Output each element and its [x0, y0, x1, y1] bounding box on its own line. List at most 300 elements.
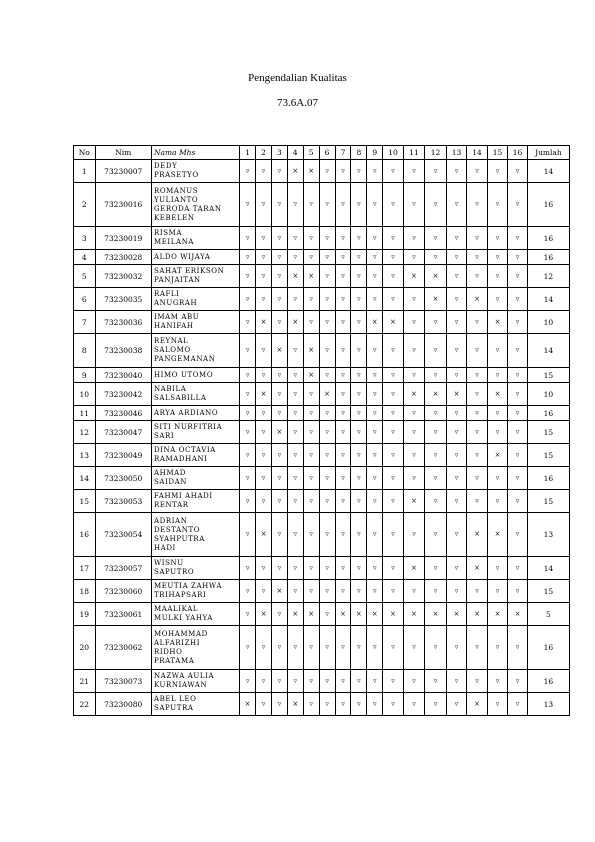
present-mark: ▿ — [271, 406, 287, 421]
present-mark: ▿ — [287, 557, 303, 580]
present-mark: ▿ — [383, 421, 404, 444]
table-header-row — [74, 146, 570, 160]
table-body — [74, 160, 570, 716]
present-mark: ▿ — [351, 183, 367, 227]
cell-no: 19 — [74, 603, 96, 626]
absent-mark: × — [351, 603, 367, 626]
name-line: TRIHAPSARI — [153, 591, 207, 599]
cell-name — [151, 406, 239, 421]
name-line: RIDHO — [153, 647, 183, 656]
present-mark: ▿ — [351, 265, 367, 288]
present-mark: ▿ — [271, 513, 287, 557]
cell-nim: 73230038 — [95, 334, 151, 368]
name-line: SARI — [153, 432, 175, 440]
cell-jumlah: 15 — [527, 444, 569, 467]
present-mark: ▿ — [319, 334, 335, 368]
present-mark: ▿ — [403, 334, 425, 368]
present-mark: ▿ — [335, 421, 351, 444]
present-mark: ▿ — [303, 250, 319, 265]
header-meeting: 12 — [425, 146, 447, 160]
name-line: KURNIAWAN — [153, 681, 208, 689]
cell-jumlah: 16 — [527, 406, 569, 421]
absent-mark: × — [403, 490, 425, 513]
cell-nim: 73230046 — [95, 406, 151, 421]
present-mark: ▿ — [487, 334, 508, 368]
cell-no: 13 — [74, 444, 96, 467]
present-mark: ▿ — [351, 626, 367, 670]
present-mark: ▿ — [240, 227, 256, 250]
header-meeting: 9 — [367, 146, 383, 160]
name-line: SITI NURFITRIA — [153, 423, 223, 431]
present-mark: ▿ — [508, 288, 527, 311]
cell-jumlah: 16 — [527, 670, 569, 693]
name-line: PANJAITAN — [153, 276, 201, 284]
present-mark: ▿ — [446, 368, 467, 383]
name-line: SYAHPUTRA — [153, 534, 205, 543]
table-row — [74, 421, 570, 444]
cell-jumlah: 10 — [527, 311, 569, 334]
name-line: WISNU — [153, 559, 184, 567]
cell-jumlah: 16 — [527, 250, 569, 265]
present-mark: ▿ — [383, 406, 404, 421]
absent-mark: × — [403, 557, 425, 580]
cell-no: 21 — [74, 670, 96, 693]
present-mark: ▿ — [271, 160, 287, 183]
present-mark: ▿ — [319, 580, 335, 603]
present-mark: ▿ — [271, 467, 287, 490]
table-row — [74, 406, 570, 421]
cell-nim: 73230060 — [95, 580, 151, 603]
name-line: MULKI YAHYA — [153, 614, 213, 622]
table-row — [74, 288, 570, 311]
present-mark: ▿ — [425, 467, 447, 490]
cell-nim: 73230040 — [95, 368, 151, 383]
cell-jumlah: 13 — [527, 513, 569, 557]
present-mark: ▿ — [383, 227, 404, 250]
present-mark: ▿ — [383, 670, 404, 693]
present-mark: ▿ — [335, 334, 351, 368]
present-mark: ▿ — [467, 444, 488, 467]
present-mark: ▿ — [446, 160, 467, 183]
present-mark: ▿ — [403, 693, 425, 716]
cell-name — [151, 670, 239, 693]
present-mark: ▿ — [508, 421, 527, 444]
cell-nim: 73230062 — [95, 626, 151, 670]
present-mark: ▿ — [367, 265, 383, 288]
present-mark: ▿ — [287, 670, 303, 693]
present-mark: ▿ — [271, 383, 287, 406]
present-mark: ▿ — [383, 557, 404, 580]
present-mark: ▿ — [425, 670, 447, 693]
present-mark: ▿ — [425, 580, 447, 603]
present-mark: ▿ — [508, 383, 527, 406]
cell-jumlah: 14 — [527, 557, 569, 580]
cell-jumlah: 15 — [527, 580, 569, 603]
absent-mark: × — [403, 383, 425, 406]
present-mark: ▿ — [425, 513, 447, 557]
present-mark: ▿ — [335, 227, 351, 250]
present-mark: ▿ — [467, 265, 488, 288]
present-mark: ▿ — [383, 288, 404, 311]
cell-name — [151, 311, 239, 334]
name-line: SAPUTRA — [153, 704, 194, 712]
cell-nim: 73230049 — [95, 444, 151, 467]
present-mark: ▿ — [508, 626, 527, 670]
cell-no: 9 — [74, 368, 96, 383]
cell-no: 10 — [74, 383, 96, 406]
present-mark: ▿ — [351, 160, 367, 183]
cell-jumlah: 15 — [527, 490, 569, 513]
present-mark: ▿ — [271, 557, 287, 580]
absent-mark: × — [487, 444, 508, 467]
absent-mark: × — [487, 311, 508, 334]
absent-mark: × — [287, 160, 303, 183]
present-mark: ▿ — [351, 557, 367, 580]
present-mark: ▿ — [487, 670, 508, 693]
cell-jumlah: 16 — [527, 227, 569, 250]
present-mark: ▿ — [446, 311, 467, 334]
name-line: SALSABILLA — [153, 394, 207, 402]
name-line: ARYA ARDIANO — [153, 408, 219, 417]
present-mark: ▿ — [446, 467, 467, 490]
present-mark: ▿ — [383, 160, 404, 183]
present-mark: ▿ — [240, 383, 256, 406]
present-mark: ▿ — [335, 160, 351, 183]
present-mark: ▿ — [508, 160, 527, 183]
present-mark: ▿ — [271, 444, 287, 467]
header-meeting: 16 — [508, 146, 527, 160]
present-mark: ▿ — [403, 513, 425, 557]
absent-mark: × — [487, 513, 508, 557]
present-mark: ▿ — [335, 250, 351, 265]
absent-mark: × — [303, 160, 319, 183]
present-mark: ▿ — [335, 490, 351, 513]
name-line: PRASETYO — [153, 171, 199, 179]
table-row — [74, 368, 570, 383]
present-mark: ▿ — [335, 513, 351, 557]
present-mark: ▿ — [508, 513, 527, 557]
present-mark: ▿ — [403, 580, 425, 603]
present-mark: ▿ — [508, 250, 527, 265]
name-line: FAHMI AHADI — [153, 492, 213, 500]
absent-mark: × — [303, 368, 319, 383]
present-mark: ▿ — [508, 557, 527, 580]
table-row — [74, 693, 570, 716]
present-mark: ▿ — [467, 421, 488, 444]
present-mark: ▿ — [467, 311, 488, 334]
present-mark: ▿ — [367, 444, 383, 467]
present-mark: ▿ — [425, 693, 447, 716]
present-mark: ▿ — [303, 557, 319, 580]
present-mark: ▿ — [351, 580, 367, 603]
header-meeting: 10 — [383, 146, 404, 160]
present-mark: ▿ — [240, 490, 256, 513]
name-line: ALFARIZHI — [153, 638, 201, 647]
present-mark: ▿ — [271, 626, 287, 670]
cell-jumlah: 10 — [527, 383, 569, 406]
absent-mark: × — [467, 513, 488, 557]
cell-no: 6 — [74, 288, 96, 311]
present-mark: ▿ — [287, 421, 303, 444]
present-mark: ▿ — [487, 421, 508, 444]
header-meeting: 7 — [335, 146, 351, 160]
name-line: HANIFAH — [153, 322, 194, 330]
header-meeting: 13 — [446, 146, 467, 160]
present-mark: ▿ — [487, 265, 508, 288]
present-mark: ▿ — [319, 311, 335, 334]
cell-no: 7 — [74, 311, 96, 334]
present-mark: ▿ — [271, 311, 287, 334]
present-mark: ▿ — [403, 670, 425, 693]
cell-nim: 73230057 — [95, 557, 151, 580]
table-row — [74, 467, 570, 490]
present-mark: ▿ — [446, 444, 467, 467]
present-mark: ▿ — [487, 693, 508, 716]
present-mark: ▿ — [303, 311, 319, 334]
present-mark: ▿ — [287, 250, 303, 265]
present-mark: ▿ — [256, 670, 272, 693]
present-mark: ▿ — [367, 557, 383, 580]
present-mark: ▿ — [303, 383, 319, 406]
present-mark: ▿ — [403, 183, 425, 227]
present-mark: ▿ — [487, 557, 508, 580]
name-line: KEBELEN — [153, 213, 195, 222]
present-mark: ▿ — [271, 693, 287, 716]
present-mark: ▿ — [425, 334, 447, 368]
present-mark: ▿ — [425, 490, 447, 513]
name-line: RENTAR — [153, 501, 189, 509]
present-mark: ▿ — [508, 334, 527, 368]
present-mark: ▿ — [287, 334, 303, 368]
present-mark: ▿ — [256, 250, 272, 265]
present-mark: ▿ — [508, 693, 527, 716]
present-mark: ▿ — [367, 183, 383, 227]
present-mark: ▿ — [425, 250, 447, 265]
present-mark: ▿ — [467, 490, 488, 513]
present-mark: ▿ — [271, 490, 287, 513]
cell-name — [151, 490, 239, 513]
present-mark: ▿ — [319, 288, 335, 311]
present-mark: ▿ — [367, 490, 383, 513]
present-mark: ▿ — [240, 368, 256, 383]
cell-nim: 73230047 — [95, 421, 151, 444]
present-mark: ▿ — [335, 626, 351, 670]
present-mark: ▿ — [467, 183, 488, 227]
present-mark: ▿ — [240, 603, 256, 626]
present-mark: ▿ — [487, 183, 508, 227]
absent-mark: × — [467, 288, 488, 311]
name-line: ANUGRAH — [153, 299, 198, 307]
absent-mark: × — [271, 421, 287, 444]
present-mark: ▿ — [351, 227, 367, 250]
present-mark: ▿ — [351, 288, 367, 311]
name-line: SALOMO — [153, 346, 191, 354]
present-mark: ▿ — [351, 421, 367, 444]
present-mark: ▿ — [446, 265, 467, 288]
name-line: ROMANUS — [153, 186, 199, 195]
present-mark: ▿ — [383, 626, 404, 670]
cell-nim: 73230054 — [95, 513, 151, 557]
present-mark: ▿ — [487, 580, 508, 603]
cell-jumlah: 16 — [527, 626, 569, 670]
present-mark: ▿ — [240, 557, 256, 580]
present-mark: ▿ — [467, 626, 488, 670]
present-mark: ▿ — [351, 368, 367, 383]
present-mark: ▿ — [256, 183, 272, 227]
present-mark: ▿ — [446, 288, 467, 311]
cell-jumlah: 14 — [527, 288, 569, 311]
absent-mark: × — [425, 603, 447, 626]
cell-name — [151, 693, 239, 716]
present-mark: ▿ — [425, 557, 447, 580]
present-mark: ▿ — [425, 368, 447, 383]
present-mark: ▿ — [425, 421, 447, 444]
present-mark: ▿ — [467, 368, 488, 383]
header-nim: Nim — [95, 146, 151, 160]
present-mark: ▿ — [467, 334, 488, 368]
cell-no: 17 — [74, 557, 96, 580]
name-line: MEILANA — [153, 238, 195, 246]
present-mark: ▿ — [425, 183, 447, 227]
name-line: RAFLI — [153, 290, 180, 298]
cell-name — [151, 513, 239, 557]
present-mark: ▿ — [287, 227, 303, 250]
present-mark: ▿ — [303, 693, 319, 716]
absent-mark: × — [487, 603, 508, 626]
present-mark: ▿ — [256, 421, 272, 444]
cell-jumlah: 5 — [527, 603, 569, 626]
present-mark: ▿ — [319, 444, 335, 467]
present-mark: ▿ — [303, 467, 319, 490]
present-mark: ▿ — [446, 670, 467, 693]
cell-name — [151, 603, 239, 626]
header-nama: Nama Mhs — [151, 146, 239, 160]
cell-jumlah: 14 — [527, 334, 569, 368]
absent-mark: × — [383, 311, 404, 334]
absent-mark: × — [425, 288, 447, 311]
present-mark: ▿ — [319, 626, 335, 670]
header-meeting: 14 — [467, 146, 488, 160]
present-mark: ▿ — [287, 383, 303, 406]
name-line: NABILA — [153, 385, 187, 393]
present-mark: ▿ — [487, 160, 508, 183]
table-row — [74, 265, 570, 288]
present-mark: ▿ — [256, 265, 272, 288]
present-mark: ▿ — [508, 406, 527, 421]
name-line: MEUTIA ZAHWA — [153, 582, 222, 590]
present-mark: ▿ — [240, 421, 256, 444]
table-row — [74, 513, 570, 557]
present-mark: ▿ — [383, 334, 404, 368]
present-mark: ▿ — [508, 490, 527, 513]
present-mark: ▿ — [367, 626, 383, 670]
header-meeting: 15 — [487, 146, 508, 160]
absent-mark: × — [383, 603, 404, 626]
present-mark: ▿ — [303, 670, 319, 693]
absent-mark: × — [303, 334, 319, 368]
name-line: REYNAL — [153, 337, 189, 345]
attendance-table — [73, 145, 570, 716]
cell-nim: 73230042 — [95, 383, 151, 406]
present-mark: ▿ — [319, 227, 335, 250]
present-mark: ▿ — [256, 288, 272, 311]
present-mark: ▿ — [403, 467, 425, 490]
cell-name — [151, 421, 239, 444]
present-mark: ▿ — [367, 406, 383, 421]
present-mark: ▿ — [271, 368, 287, 383]
present-mark: ▿ — [383, 444, 404, 467]
present-mark: ▿ — [383, 368, 404, 383]
present-mark: ▿ — [303, 406, 319, 421]
present-mark: ▿ — [256, 334, 272, 368]
present-mark: ▿ — [446, 513, 467, 557]
cell-no: 12 — [74, 421, 96, 444]
present-mark: ▿ — [319, 160, 335, 183]
cell-no: 8 — [74, 334, 96, 368]
present-mark: ▿ — [271, 288, 287, 311]
present-mark: ▿ — [383, 513, 404, 557]
present-mark: ▿ — [367, 580, 383, 603]
cell-name — [151, 444, 239, 467]
header-meeting: 4 — [287, 146, 303, 160]
name-line: SAPUTRO — [153, 568, 195, 576]
present-mark: ▿ — [446, 250, 467, 265]
absent-mark: × — [467, 557, 488, 580]
present-mark: ▿ — [319, 406, 335, 421]
name-line: GERODA TARAN — [153, 204, 222, 213]
present-mark: ▿ — [351, 250, 367, 265]
present-mark: ▿ — [287, 444, 303, 467]
present-mark: ▿ — [271, 183, 287, 227]
present-mark: ▿ — [446, 626, 467, 670]
name-line: YULIANTO — [153, 195, 199, 204]
present-mark: ▿ — [303, 490, 319, 513]
cell-no: 3 — [74, 227, 96, 250]
cell-nim: 73230080 — [95, 693, 151, 716]
present-mark: ▿ — [367, 670, 383, 693]
name-line: SAIDAN — [153, 478, 187, 486]
header-meeting: 11 — [403, 146, 425, 160]
present-mark: ▿ — [446, 227, 467, 250]
present-mark: ▿ — [425, 444, 447, 467]
present-mark: ▿ — [271, 265, 287, 288]
present-mark: ▿ — [508, 368, 527, 383]
present-mark: ▿ — [487, 368, 508, 383]
present-mark: ▿ — [256, 557, 272, 580]
cell-no: 2 — [74, 183, 96, 227]
cell-no: 20 — [74, 626, 96, 670]
present-mark: ▿ — [256, 626, 272, 670]
absent-mark: × — [467, 603, 488, 626]
absent-mark: × — [319, 383, 335, 406]
absent-mark: × — [256, 383, 272, 406]
table-row — [74, 250, 570, 265]
cell-name — [151, 265, 239, 288]
present-mark: ▿ — [487, 250, 508, 265]
present-mark: ▿ — [303, 183, 319, 227]
present-mark: ▿ — [335, 580, 351, 603]
cell-name — [151, 626, 239, 670]
present-mark: ▿ — [487, 467, 508, 490]
present-mark: ▿ — [508, 670, 527, 693]
present-mark: ▿ — [240, 513, 256, 557]
present-mark: ▿ — [508, 444, 527, 467]
table-row — [74, 557, 570, 580]
cell-jumlah: 14 — [527, 160, 569, 183]
present-mark: ▿ — [367, 288, 383, 311]
table-row — [74, 227, 570, 250]
table-row — [74, 334, 570, 368]
